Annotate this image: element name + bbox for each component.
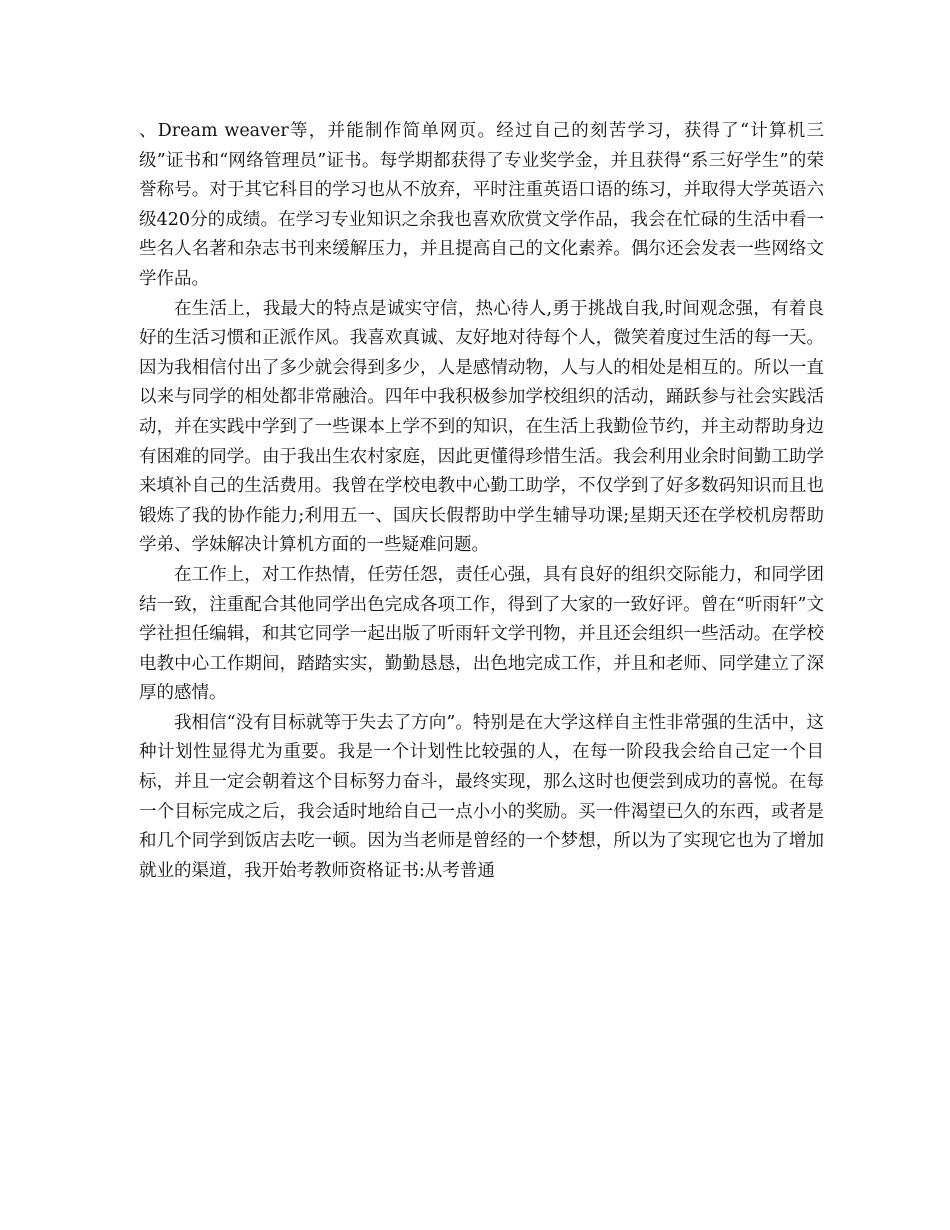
paragraph-goals: 我相信“没有目标就等于失去了方向”。特别是在大学这样自主性非常强的生活中，这种计划性显得尤为重要。我是一个计划性比较强的人，在每一阶段我会给自己定一个目标，并且一定会朝着这个目标努力奋斗，最终实现，那么这时也便尝到成功的喜悦。在每一个目标完成之后，我会适时地给自己一点小小的奖励。买一件渴望已久的东西，或者是和几个同学到饭店去吃一顿。因为当老师是曾经的一个梦想，所以为了实现它也为了增加就业的渠道，我开始考教师资格证书:从考普通 [139,712,824,881]
paragraph-study: 、Dream weaver等，并能制作简单网页。经过自己的刻苦学习，获得了“计算机三级”证书和“网络管理员”证书。每学期都获得了专业奖学金，并且获得“系三好学生”的荣誉称号。对于其它科目的学习也从不放弃，平时注重英语口语的练习，并取得大学英语六级420分的成绩。在学习专业知识之余我也喜欢欣赏文学作品，我会在忙碌的生活中看一些名人名著和杂志书刊来缓解压力，并且提高自己的文化素养。偶尔还会发表一些网络文学作品。 [139,121,824,289]
document-body [139,117,824,886]
paragraph-work: 在工作上，对工作热情，任劳任怨，责任心强，具有良好的组织交际能力，和同学团结一致，注重配合其他同学出色完成各项工作，得到了大家的一致好评。曾在“听雨轩”文学社担任编辑，和其它同学一起出版了听雨轩文学刊物，并且还会组织一些活动。在学校电教中心工作期间，踏踏实实，勤勤恳恳，出色地完成工作，并且和老师、同学建立了深厚的感情。 [139,564,824,704]
paragraph-life: 在生活上，我最大的特点是诚实守信，热心待人,勇于挑战自我,时间观念强，有着良好的生活习惯和正派作风。我喜欢真诚、友好地对待每个人，微笑着度过生活的每一天。因为我相信付出了多少就会得到多少，人是感情动物，人与人的相处是相互的。所以一直以来与同学的相处都非常融洽。四年中我积极参加学校组织的活动，踊跃参与社会实践活动，并在实践中学到了一些课本上学不到的知识，在生活上我勤俭节约，并主动帮助身边有困难的同学。由于我出生农村家庭，因此更懂得珍惜生活。我会利用业余时间勤工助学来填补自己的生活费用。我曾在学校电教中心勤工助学，不仅学到了好多数码知识而且也锻炼了我的协作能力;利用五一、国庆长假帮助中学生辅导功课;星期天还在学校机房帮助学弟、学妹解决计算机方面的一些疑难问题。 [139,298,824,556]
